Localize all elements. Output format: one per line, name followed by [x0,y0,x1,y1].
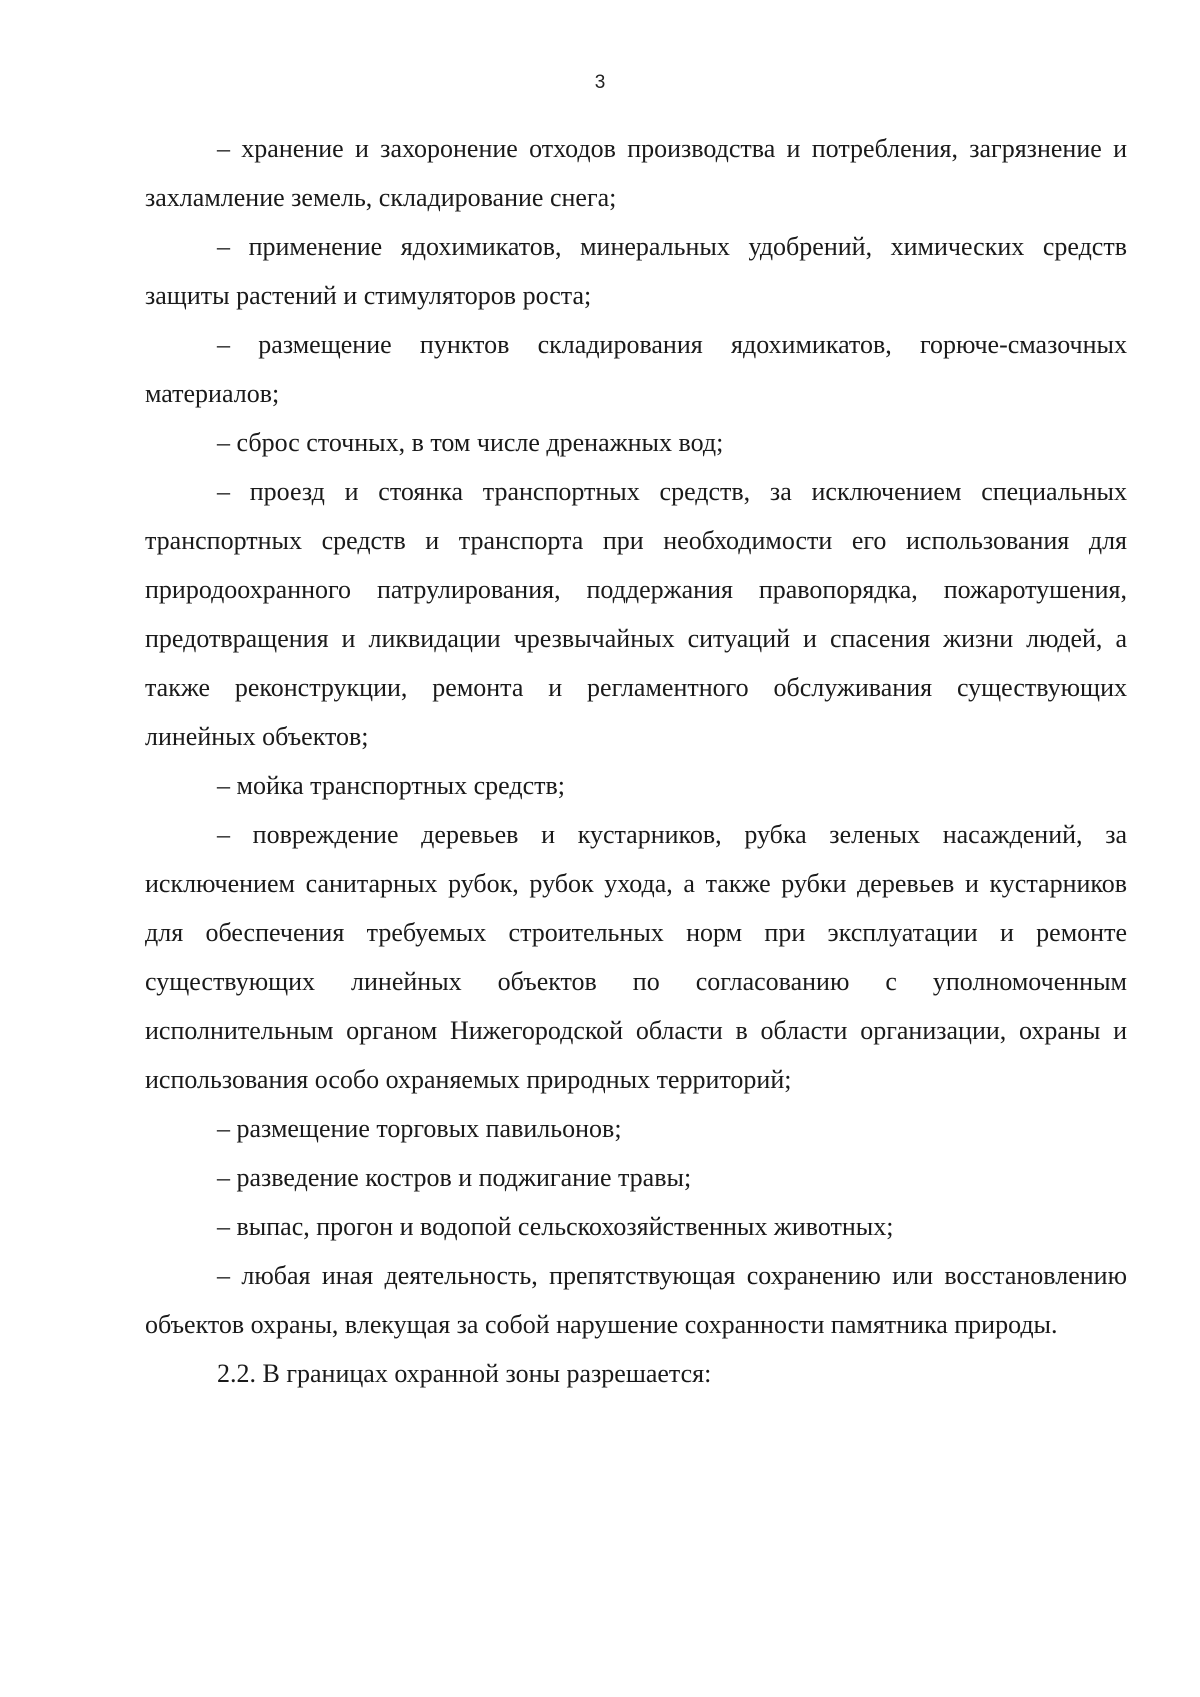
paragraph-vehicle-washing: – мойка транспортных средств; [217,771,566,800]
paragraph-grazing: – выпас, прогон и водопой сельскохозяйственных животных; [217,1212,894,1241]
paragraph-vehicle-passage: – проезд и стоянка транспортных средств, за исключением специальных транспортных средств и транспорта при необходимости его использования для природоохранного патрулирования, поддержания правопорядка, пожаротушения, предотвращения и ликвидации чрезвычайных ситуаций и спасения жизни людей, а также реконструкции, ремонта и регламентного обслуживания существующих линейных объектов; [145,477,1127,751]
paragraph-waste-storage: – хранение и захоронение отходов производства и потребления, загрязнение и захламление земель, складирование снега; [145,134,1127,212]
document-body [145,124,1127,1398]
paragraph-storage-points: – размещение пунктов складирования ядохимикатов, горюче-смазочных материалов; [145,330,1127,408]
section-heading-2-2: 2.2. В границах охранной зоны разрешается: [217,1359,712,1388]
page-number: 3 [594,72,606,93]
paragraph-other-activity: – любая иная деятельность, препятствующая сохранению или восстановлению объектов охраны, влекущая за собой нарушение сохранности памятника природы. [145,1261,1127,1339]
paragraph-trade-pavilions: – размещение торговых павильонов; [217,1114,622,1143]
paragraph-agrochemicals: – применение ядохимикатов, минеральных удобрений, химических средств защиты растений и стимуляторов роста; [145,232,1127,310]
paragraph-tree-damage: – повреждение деревьев и кустарников, рубка зеленых насаждений, за исключением санитарных рубок, рубок ухода, а также рубки деревьев и кустарников для обеспечения требуемых строительных норм при эксплуатации и ремонте существующих линейных объектов по согласованию с уполномоченным исполнительным органом Нижегородской области в области организации, охраны и использования особо охраняемых природных территорий; [145,820,1127,1094]
paragraph-wastewater: – сброс сточных, в том числе дренажных вод; [217,428,724,457]
paragraph-bonfires: – разведение костров и поджигание травы; [217,1163,692,1192]
